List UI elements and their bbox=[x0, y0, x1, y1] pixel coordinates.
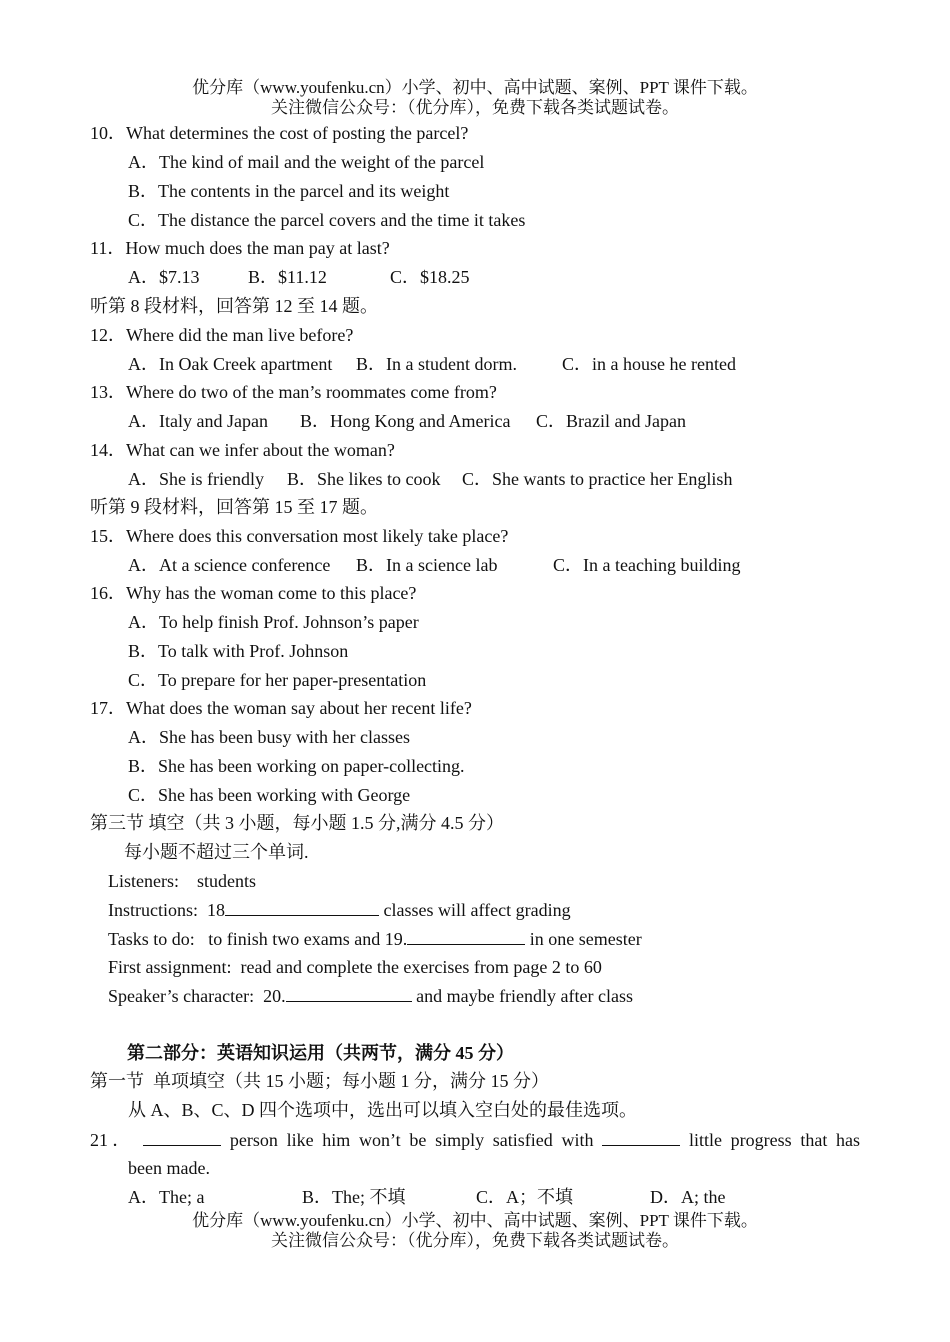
speaker-prefix: Speaker’s character: 20. bbox=[108, 986, 286, 1006]
q12-option-b: B．In a student dorm. bbox=[356, 354, 517, 374]
q16-option-a: A．To help finish Prof. Johnson’s paper bbox=[128, 612, 419, 632]
q15-option-a: A．At a science conference bbox=[128, 555, 331, 575]
q13-option-c: C．Brazil and Japan bbox=[536, 411, 686, 431]
q10-option-a: A．The kind of mail and the weight of the parcel bbox=[128, 152, 485, 172]
speaker-line bbox=[108, 985, 633, 1007]
blank-19[interactable] bbox=[407, 928, 525, 945]
q10-option-c: C．The distance the parcel covers and the time it takes bbox=[128, 210, 526, 230]
instructions-line bbox=[108, 899, 571, 921]
blank-20[interactable] bbox=[286, 985, 412, 1002]
q12-option-a: A．In Oak Creek apartment bbox=[128, 354, 333, 374]
q21-blank-1[interactable] bbox=[143, 1129, 221, 1146]
q14-option-c: C．She wants to practice her English bbox=[462, 469, 733, 489]
q11-option-a: A．$7.13 bbox=[128, 267, 200, 287]
q13-stem: 13．Where do two of the man’s roommates come from? bbox=[90, 382, 497, 402]
q17-option-b: B．She has been working on paper-collecting. bbox=[128, 756, 465, 776]
q14-option-b: B．She likes to cook bbox=[287, 469, 441, 489]
q14-option-a: A．She is friendly bbox=[128, 469, 264, 489]
q21-part1: person like him won’t be simply satisfied with bbox=[229, 1130, 594, 1150]
q21-option-c: C．A；不填 bbox=[476, 1187, 574, 1207]
header-line-2: 关注微信公众号：（优分库），免费下载各类试题试卷。 bbox=[271, 98, 679, 117]
q10-stem: 10．What determines the cost of posting the parcel? bbox=[90, 123, 469, 143]
part3-title: 第三节 填空（共 3 小题，每小题 1.5 分,满分 4.5 分） bbox=[90, 813, 504, 833]
first-assignment-line: First assignment: read and complete the exercises from page 2 to 60 bbox=[108, 957, 602, 977]
q21-option-d: D．A; the bbox=[650, 1187, 726, 1207]
q17-option-a: A．She has been busy with her classes bbox=[128, 727, 410, 747]
q13-option-b: B．Hong Kong and America bbox=[300, 411, 511, 431]
q11-stem: 11．How much does the man pay at last? bbox=[90, 238, 390, 258]
listeners-line: Listeners: students bbox=[108, 871, 256, 891]
q21-number: 21． bbox=[90, 1130, 135, 1150]
q12-option-c: C．in a house he rented bbox=[562, 354, 736, 374]
instructions-prefix: Instructions: 18 bbox=[108, 900, 225, 920]
q17-option-c: C．She has been working with George bbox=[128, 785, 411, 805]
part2-title: 第二部分：英语知识运用（共两节，满分 45 分） bbox=[127, 1043, 514, 1063]
header-line-1: 优分库（www.youfenku.cn）小学、初中、高中试题、案例、PPT 课件下载。 bbox=[192, 78, 758, 97]
q21-part2: little progress that has bbox=[688, 1130, 861, 1150]
section-8-heading: 听第 8 段材料，回答第 12 至 14 题。 bbox=[90, 296, 378, 316]
q12-stem: 12．Where did the man live before? bbox=[90, 325, 354, 345]
footer-line-2: 关注微信公众号：（优分库），免费下载各类试题试卷。 bbox=[271, 1231, 679, 1250]
speaker-suffix: and maybe friendly after class bbox=[411, 986, 633, 1006]
q15-stem: 15．Where does this conversation most likely take place? bbox=[90, 526, 509, 546]
q10-option-b: B．The contents in the parcel and its weight bbox=[128, 181, 450, 201]
q21-option-a: A．The; a bbox=[128, 1187, 205, 1207]
blank-18[interactable] bbox=[225, 899, 379, 916]
instructions-suffix: classes will affect grading bbox=[379, 900, 571, 920]
q16-option-c: C．To prepare for her paper-presentation bbox=[128, 670, 427, 690]
q15-option-b: B．In a science lab bbox=[356, 555, 498, 575]
q21-continuation: been made. bbox=[128, 1158, 210, 1178]
q21-blank-2[interactable] bbox=[602, 1129, 680, 1146]
footer-line-1: 优分库（www.youfenku.cn）小学、初中、高中试题、案例、PPT 课件下载。 bbox=[192, 1211, 758, 1230]
q11-option-b: B．$11.12 bbox=[248, 267, 327, 287]
q17-stem: 17．What does the woman say about her recent life? bbox=[90, 698, 472, 718]
q21-option-b: B．The; 不填 bbox=[302, 1187, 406, 1207]
section-9-heading: 听第 9 段材料，回答第 15 至 17 题。 bbox=[90, 497, 378, 517]
q15-option-c: C．In a teaching building bbox=[553, 555, 741, 575]
q16-stem: 16．Why has the woman come to this place? bbox=[90, 583, 417, 603]
q14-stem: 14．What can we infer about the woman? bbox=[90, 440, 395, 460]
tasks-line bbox=[108, 928, 642, 950]
q13-option-a: A．Italy and Japan bbox=[128, 411, 268, 431]
q11-option-c: C．$18.25 bbox=[390, 267, 470, 287]
part2-section1-heading: 第一节 单项填空（共 15 小题；每小题 1 分，满分 15 分） bbox=[90, 1071, 549, 1091]
part2-instruction: 从 A、B、C、D 四个选项中，选出可以填入空白处的最佳选项。 bbox=[128, 1100, 638, 1120]
tasks-prefix: Tasks to do: to finish two exams and 19. bbox=[108, 929, 408, 949]
part3-note: 每小题不超过三个单词. bbox=[124, 842, 309, 862]
tasks-suffix: in one semester bbox=[525, 929, 642, 949]
q16-option-b: B．To talk with Prof. Johnson bbox=[128, 641, 349, 661]
q21-stem bbox=[90, 1129, 860, 1151]
